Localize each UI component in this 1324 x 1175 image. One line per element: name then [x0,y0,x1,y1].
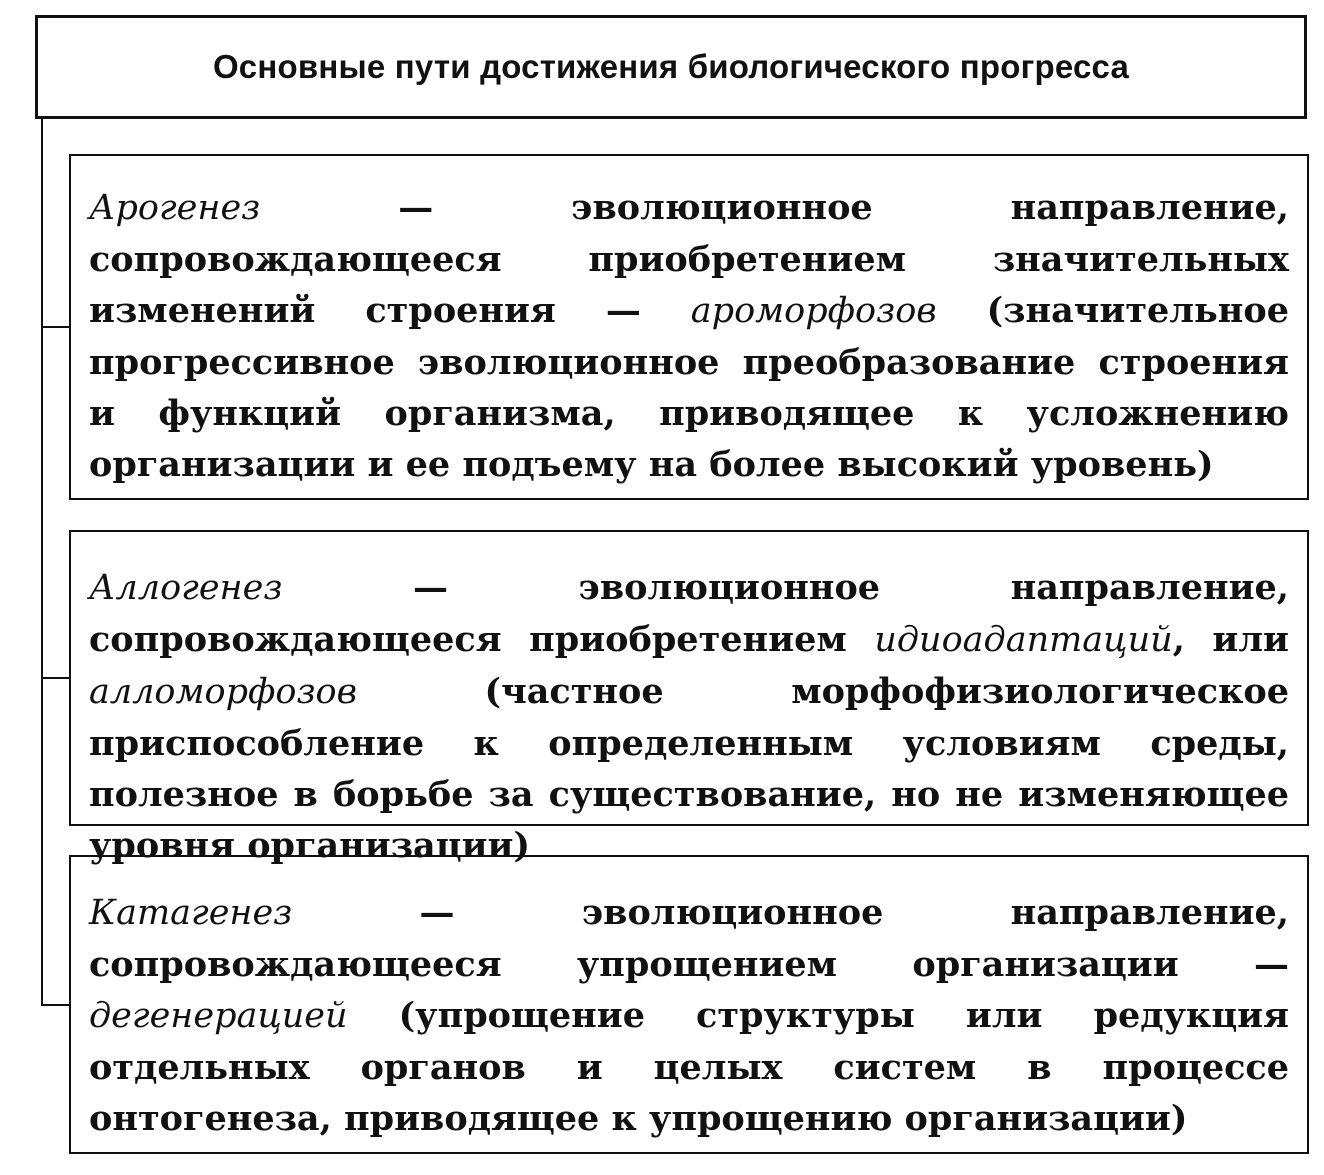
connector-trunk [41,118,43,1006]
allogenesis-definition-part2: (частное морфофизиологическое приспособление к определенным условиям среды, полезное в борьбе за существование, но не изменяющее уровня организации) [89,671,1289,866]
allogenesis-definition-mid: , или [1172,619,1290,660]
catagenesis-box [69,855,1309,1154]
catagenesis-text [89,887,1289,1144]
allogenesis-definition-part1: — эволюционное направление, сопровождающееся приобретением [89,567,1289,660]
arogenesis-definition-part2: (значительное прогрессивное эволюционное преобразование строения и функций организма, приводящее к усложнению организации и ее подъему на более высокий уровень) [89,290,1289,485]
arogenesis-definition-part1: — эволюционное направление, сопровождающееся приобретением значительных изменений строения — [89,187,1289,331]
allogenesis-text [89,562,1289,871]
arogenesis-term: Арогенез [89,188,261,228]
catagenesis-term: Катагенез [89,893,293,933]
connector-arogenesis [41,326,70,328]
arogenesis-text [89,182,1289,490]
degeneration-term: дегенерацией [89,996,348,1036]
catagenesis-definition-part1: — эволюционное направление, сопровождающееся упрощением организации — [89,892,1289,985]
allomorphoses-term: алломорфозов [89,672,358,712]
arogenesis-box [69,154,1309,500]
connector-allogenesis [41,677,70,679]
aromorphoses-term: ароморфозов [690,291,937,331]
diagram-title-box [35,15,1307,119]
allogenesis-term: Аллогенез [89,568,283,608]
diagram-title: Основные пути достижения биологического прогресса [212,48,1130,85]
idioadaptations-term: идиоадаптаций [874,620,1173,660]
allogenesis-box [69,530,1309,866]
connector-catagenesis [41,1004,70,1006]
catagenesis-definition-part2: (упрощение структуры или редукция отдельных органов и целых систем в процессе онтогенеза, приводящее к упрощению организации) [89,995,1289,1139]
